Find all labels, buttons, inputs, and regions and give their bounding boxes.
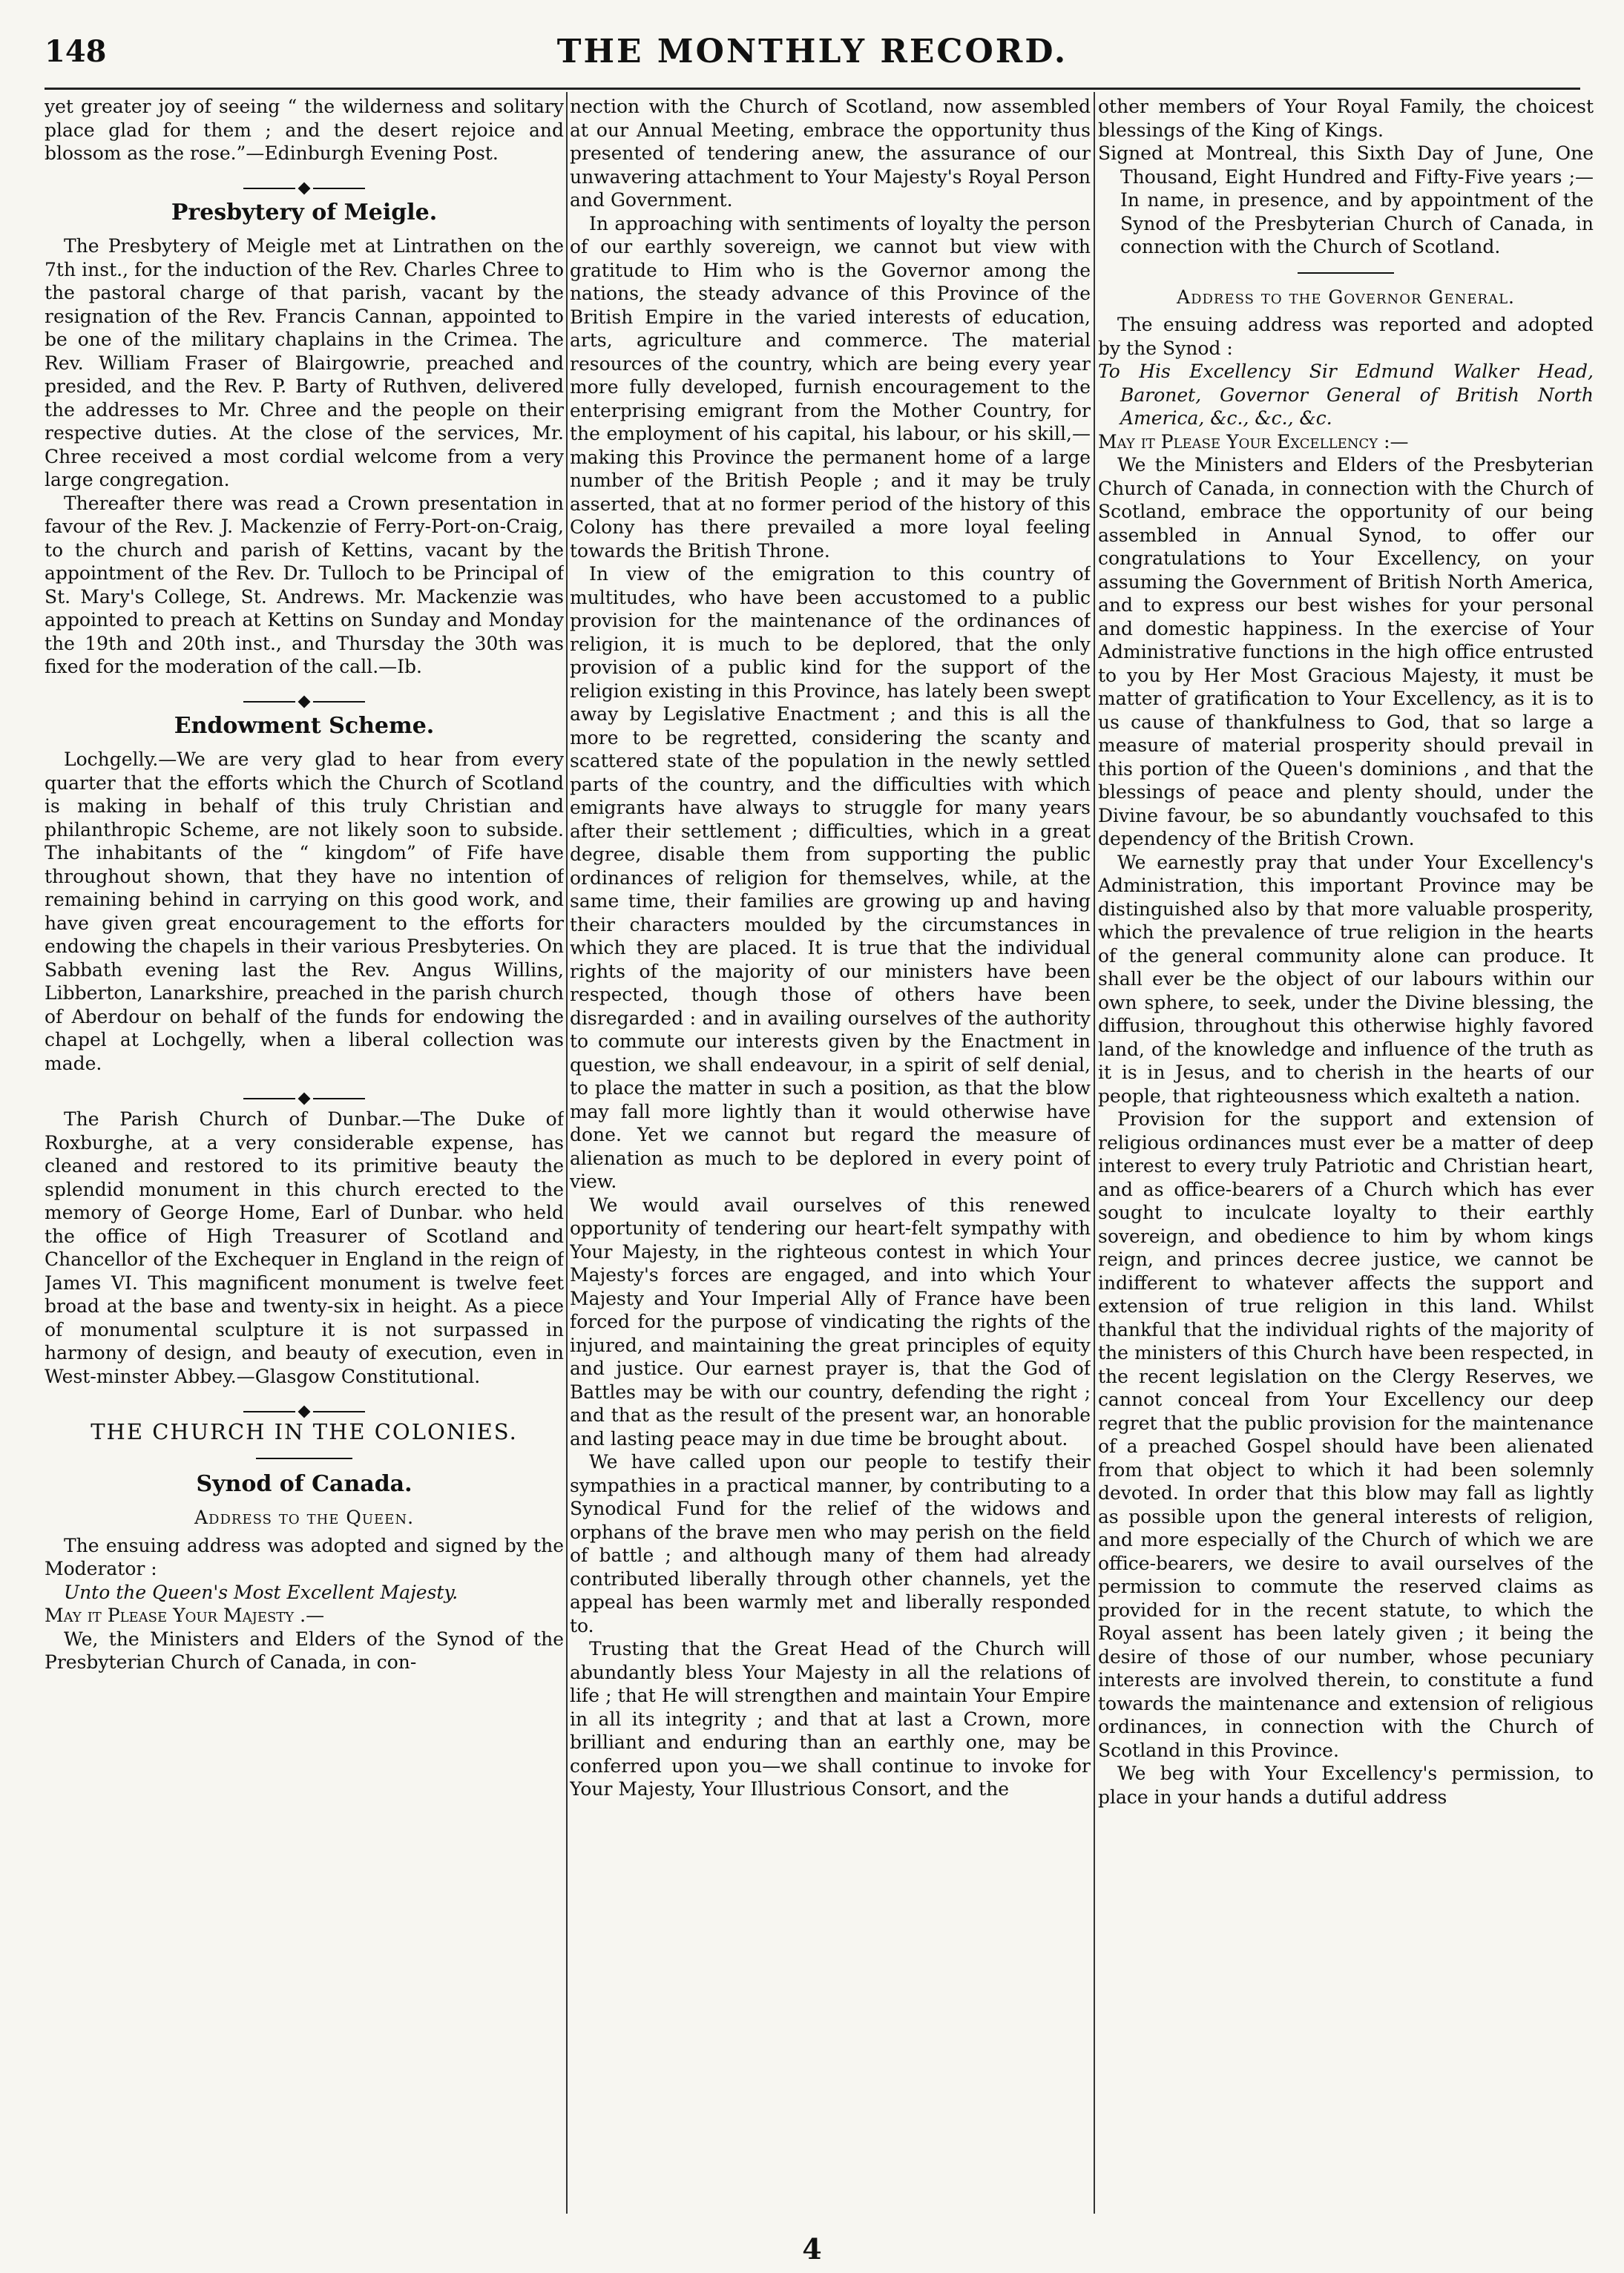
section-heading: Presbytery of Meigle. <box>171 199 438 226</box>
ornament-divider <box>45 1085 564 1097</box>
ornament-divider <box>45 689 564 701</box>
header-rule <box>45 88 1580 90</box>
paragraph: Lochgelly.—We are very glad to hear from every quarter that the efforts which the Church of Scotland is making in behalf of this truly Christian and philanthropic Scheme, are not likely soon to subside. The inhabitants of the “ kingdom” of Fife have throughout shown, that they have no intention of remaining behind in carrying on this good work, and have given great encouragement to the efforts for endowing the chapels in their various Presbyteries. On Sabbath evening last the Rev. Angus Willins, Libberton, Lanarkshire, preached in the parish church of Aberdour on behalf of the funds for endowing the chapel at Lochgelly, when a liberal collection was made. <box>45 749 564 1074</box>
page-title: THE MONTHLY RECORD. <box>556 33 1068 70</box>
signature-block: Signed at Montreal, this Sixth Day of June, One Thousand, Eight Hundred and Fifty-Five years ;—In name, in presence, and by appointment of the Synod of the Presbyterian Church of Canada, in connection with the Church of Scotland. <box>1098 142 1594 257</box>
column-divider <box>1094 92 1095 2214</box>
paragraph: In approaching with sentiments of loyalty the person of our earthly sovereign, we cannot but view with gratitude to Him who is the Governor among the nations, the steady advance of this Province of the British Empire in the varied interests of education, arts, agriculture and commerce. The material resources of the country, which are being every year more fully developed, furnish encouragement to the enterprising emigrant from the Mother Country, for the employment of his capital, his labour, or his skill,—making this Province the permanent home of a large number of the British People ; and it may be truly asserted, that at no former period of the history of this Colony has there prevailed a more loyal feeling towards the British Throne. <box>570 212 1091 562</box>
ornament-divider <box>45 1398 564 1410</box>
salutation: Unto the Queen's Most Excellent Majesty. <box>64 1581 458 1603</box>
page-number: 148 <box>45 34 107 69</box>
column-3 <box>1098 95 1594 2224</box>
paragraph: The Parish Church of Dunbar.—The Duke of Roxburghe, at a very considerable expense, has cleaned and restored to its primitive beauty the splendid monument in this church erected to the memory of George Home, Earl of Dunbar. who held the office of High Treasurer of Scotland and Chancellor of the Exchequer in England in the reign of James VI. This magnificent monument is twelve feet broad at the base and twenty-six in height. As a piece of monumental sculpture it is not surpassed in harmony of design, and beauty of execution, even in West-minster Abbey.—Glasgow Constitutional. <box>45 1108 564 1387</box>
column-1 <box>45 95 564 2224</box>
subheading: Address to the Queen. <box>194 1507 415 1528</box>
paragraph: We, the Ministers and Elders of the Synod of the Presbyterian Church of Canada, in con- <box>45 1628 564 1673</box>
paragraph: yet greater joy of seeing “ the wilderness and solitary place glad for them ; and the desert rejoice and blossom as the rose.”—Edinburgh Evening Post. <box>45 96 564 164</box>
salutation: May it Please Your Majesty .— <box>45 1605 325 1626</box>
column-2 <box>570 95 1091 2224</box>
paragraph: other members of Your Royal Family, the choicest blessings of the King of Kings. <box>1098 96 1594 141</box>
section-heading: THE CHURCH IN THE COLONIES. <box>91 1419 518 1444</box>
short-rule <box>1298 272 1394 274</box>
column-divider <box>566 92 568 2214</box>
ornament-divider <box>45 176 564 188</box>
paragraph: We the Ministers and Elders of the Presbyterian Church of Canada, in connection with the Church of Scotland, embrace the opportunity of our being assembled in Annual Synod, to offer our congratulations to Your Excellency, on your assuming the Government of British North America, and to express our best wishes for your personal and domestic happiness. In the exercise of Your Administrative functions in the high office entrusted to you by Her Most Gracious Majesty, it must be matter of gratification to Your Excellency, as it is to us cause of thankfulness to God, that so large a measure of material prosperity should prevail in this portion of the Queen's dominions , and that the blessings of peace and plenty should, under the Divine favour, be so abundantly vouchsafed to this dependency of the British Crown. <box>1098 454 1594 849</box>
paragraph: We beg with Your Excellency's permission, to place in your hands a dutiful address <box>1098 1763 1594 1808</box>
paragraph: Trusting that the Great Head of the Church will abundantly bless Your Majesty in all the relations of life ; that He will strengthen and maintain Your Empire in all its integrity ; and that at last a Crown, more brilliant and enduring than an earthly one, may be conferred upon you—we shall continue to invoke for Your Majesty, Your Illustrious Consort, and the <box>570 1638 1091 1800</box>
paragraph: In view of the emigration to this country of multitudes, who have been accustomed to a public provision for the maintenance of the ordinances of religion, it is much to be deplored, that the only provision of a public kind for the support of the religion existing in this Province, has lately been swept away by Legislative Enactment ; and this is all the more to be regretted, considering the scanty and scattered state of the population in the newly settled parts of the country, and the difficulties with which emigrants have always to struggle for many years after their settlement ; difficulties, which in a great degree, disable them from supporting the public ordinances of religion for themselves, while, at the same time, their families are growing up and having their characters moulded by the circumstances in which they are placed. It is true that the individual rights of the majority of our ministers have been respected, though those of others have been disregarded : and in availing ourselves of the authority to commute our interests given by the Enactment in question, we shall endeavour, in a spirit of self denial, to place the matter in such a position, as that the blow may fall more lightly than it would otherwise have done. Yet we cannot but regard the measure of alienation as much to be deplored in every point of view. <box>570 563 1091 1192</box>
paragraph: Provision for the support and extension of religious ordinances must ever be a matter of deep interest to every truly Patriotic and Christian heart, and as office-bearers of a Church which has ever sought to inculcate loyalty to their earthly sovereign, and obedience to him by whom kings reign, and princes decree justice, we cannot be indifferent to whatever affects the support and extension of true religion in this land. Whilst thankful that the individual rights of the majority of the ministers of this Church have been respected, in the recent legislation on the Clergy Reserves, we cannot conceal from Your Excellency our deep regret that the public provision for the maintenance of a preached Gospel should have been alienated from that object to which it had been solemnly devoted. In order that this blow may fall as lightly as possible upon the general interests of religion, and more especially of the Church of which we are office-bearers, we desire to avail ourselves of the permission to commute the reserved claims as provided for in the recent statute, to which the Royal assent has been lately given ; it being the desire of those of our number, whose pecuniary interests are involved therein, to constitute a fund towards the maintenance and extension of religious ordinances, in connection with the Church of Scotland in this Province. <box>1098 1108 1594 1761</box>
paragraph: The ensuing address was adopted and signed by the Moderator : <box>45 1534 564 1579</box>
paragraph: We would avail ourselves of this renewed opportunity of tendering our heart-felt sympathy with Your Majesty, in the righteous contest in which Your Majesty's forces are engaged, and into which Your Majesty and Your Imperial Ally of France have been forced for the purpose of vindicating the rights of the injured, and maintaining the great principles of equity and justice. Our earnest prayer is, that the God of Battles may be with our country, defending the right ; and that as the result of the present war, an honorable and lasting peace may in due time be brought about. <box>570 1194 1091 1450</box>
short-rule <box>256 1458 352 1459</box>
subheading: Address to the Governor General. <box>1177 286 1515 308</box>
salutation: May it Please Your Excellency :— <box>1098 430 1409 453</box>
paragraph: nection with the Church of Scotland, now assembled at our Annual Meeting, embrace the opportunity thus presented of tendering anew, the assurance of our unwavering attachment to Your Majesty's Royal Person and Government. <box>570 96 1091 211</box>
section-heading: Endowment Scheme. <box>174 712 435 739</box>
page-header <box>45 30 1580 82</box>
paragraph: We earnestly pray that under Your Excellency's Administration, this important Province may be distinguished also by that more valuable prosperity, which the prevalence of true religion in the hearts of the general community alone can produce. It shall ever be the object of our labours within our own sphere, to seek, under the Divine blessing, the diffusion, throughout this otherwise highly favored land, of the knowledge and influence of the truth as it is in Jesus, and to cherish in the hearts of our people, that righteousness which exalteth a nation. <box>1098 851 1594 1107</box>
section-heading: Synod of Canada. <box>196 1470 412 1497</box>
paragraph: The Presbytery of Meigle met at Lintrathen on the 7th inst., for the induction of the Rev. Charles Chree to the pastoral charge of that parish, vacant by the resignation of the Rev. Francis Cannan, appointed to be one of the military chaplains in the Crimea. The Rev. William Fraser of Blairgowrie, preached and presided, and the Rev. P. Barty of Ruthven, delivered the addresses to Mr. Chree and the people on their respective duties. At the close of the services, Mr. Chree received a most cordial welcome from a very large congregation. <box>45 235 564 490</box>
paragraph: Thereafter there was read a Crown presentation in favour of the Rev. J. Mackenzie of Ferry-Port-on-Craig, to the church and parish of Kettins, vacant by the appointment of the Rev. Dr. Tulloch to be Principal of St. Mary's College, St. Andrews. Mr. Mackenzie was appointed to preach at Kettins on Sunday and Monday the 19th and 20th inst., and Thursday the 30th was fixed for the moderation of the call.—Ib. <box>45 492 564 677</box>
address-to: To His Excellency Sir Edmund Walker Head, Baronet, Governor General of British North America, &c., &c., &c. <box>1098 361 1594 429</box>
signature-mark: 4 <box>802 2232 822 2266</box>
paragraph: We have called upon our people to testify their sympathies in a practical manner, by contributing to a Synodical Fund for the relief of the widows and orphans of the brave men who may perish on the field of battle ; and although many of them had already contributed liberally through other channels, yet the appeal has been warmly met and liberally responded to. <box>570 1451 1091 1637</box>
paragraph: The ensuing address was reported and adopted by the Synod : <box>1098 314 1594 359</box>
